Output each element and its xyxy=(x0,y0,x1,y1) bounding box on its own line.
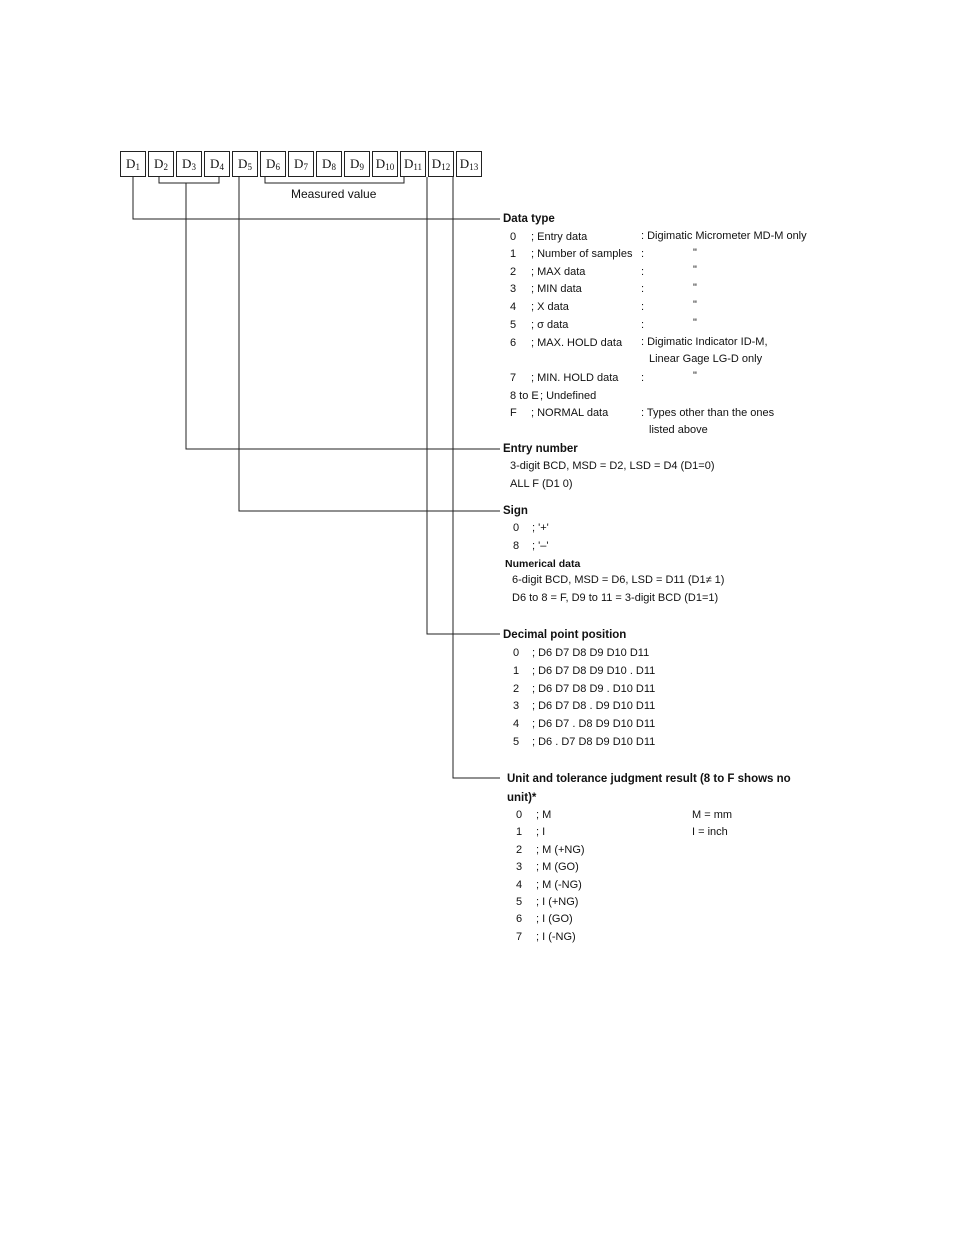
unit-desc: ; I xyxy=(536,826,546,838)
unit-code: 6 xyxy=(516,913,523,925)
digit-box: D 1 xyxy=(120,151,146,177)
ditto-mark: " xyxy=(693,299,697,311)
decimal-point-code: 4 xyxy=(513,718,520,730)
data-type-code: 5 xyxy=(510,319,517,331)
decimal-point-title: Decimal point position xyxy=(503,629,627,641)
ditto-mark: " xyxy=(693,247,697,259)
decimal-point-desc: ; D6 D7 D8 . D9 D10 D11 xyxy=(532,700,656,712)
measured-value-label: Measured value xyxy=(291,187,377,201)
unit-note: I = inch xyxy=(692,826,728,838)
digit-box: D 13 xyxy=(456,151,482,177)
data-type-desc: ; Entry data xyxy=(531,231,588,243)
decimal-point-desc: ; D6 D7 D8 D9 D10 D11 xyxy=(532,647,650,659)
digit-box: D 6 xyxy=(260,151,286,177)
data-type-desc: ; MAX. HOLD data xyxy=(531,337,623,349)
unit-code: 2 xyxy=(516,844,523,856)
data-type-code: F xyxy=(510,407,517,419)
digit-box: D 3 xyxy=(176,151,202,177)
data-type-desc: ; MIN data xyxy=(531,283,582,295)
line-unit xyxy=(453,177,500,778)
data-type-note: : Digimatic Micrometer MD-M only xyxy=(641,230,807,242)
data-type-note: : xyxy=(641,248,645,260)
data-type-title: Data type xyxy=(503,213,555,225)
numerical-data-line: D6 to 8 = F, D9 to 11 = 3-digit BCD (D1=1) xyxy=(512,592,719,604)
decimal-point-code: 5 xyxy=(513,736,520,748)
unit-code: 4 xyxy=(516,879,523,891)
entry-number-line: ALL F (D1 0) xyxy=(510,478,573,490)
data-type-code: 8 to E xyxy=(510,390,539,402)
unit-title: Unit and tolerance judgment result (8 to F shows no xyxy=(507,773,791,785)
unit-title-continued: unit)* xyxy=(507,792,537,804)
data-type-desc: ; MAX data xyxy=(531,266,586,278)
ditto-mark: " xyxy=(693,370,697,382)
unit-note: M = mm xyxy=(692,809,733,821)
bracket-measured-value xyxy=(265,177,404,183)
ditto-mark: " xyxy=(693,264,697,276)
unit-code: 7 xyxy=(516,931,523,943)
data-type-code: 7 xyxy=(510,372,517,384)
line-decimal-point xyxy=(427,177,500,634)
ditto-mark: " xyxy=(693,317,697,329)
data-type-desc: ; Number of samples xyxy=(531,248,633,260)
data-type-desc: ; NORMAL data xyxy=(531,407,609,419)
decimal-point-code: 3 xyxy=(513,700,520,712)
data-type-note: : xyxy=(641,301,645,313)
digit-box: D 2 xyxy=(148,151,174,177)
unit-desc: ; I (GO) xyxy=(536,913,573,925)
sign-code: 0 xyxy=(513,522,520,534)
data-type-code: 3 xyxy=(510,283,517,295)
data-type-code: 4 xyxy=(510,301,517,313)
sign-title: Sign xyxy=(503,505,528,517)
data-type-note: : Types other than the ones xyxy=(641,407,775,419)
unit-desc: ; M (-NG) xyxy=(536,879,582,891)
unit-desc: ; I (-NG) xyxy=(536,931,576,943)
unit-desc: ; M (+NG) xyxy=(536,844,585,856)
sign-desc: ; '–' xyxy=(532,540,549,552)
digit-box: D 10 xyxy=(372,151,398,177)
decimal-point-code: 0 xyxy=(513,647,520,659)
digit-box: D 11 xyxy=(400,151,426,177)
bracket-entry-number xyxy=(159,177,219,183)
entry-number-title: Entry number xyxy=(503,443,578,455)
unit-desc: ; M (GO) xyxy=(536,861,579,873)
data-type-note: Linear Gage LG-D only xyxy=(649,353,763,365)
unit-code: 5 xyxy=(516,896,523,908)
data-type-note: : xyxy=(641,283,645,295)
numerical-data-title: Numerical data xyxy=(505,558,581,570)
digit-box: D 7 xyxy=(288,151,314,177)
decimal-point-code: 2 xyxy=(513,683,520,695)
digit-box: D 5 xyxy=(232,151,258,177)
decimal-point-code: 1 xyxy=(513,665,520,677)
data-type-note: : xyxy=(641,266,645,278)
decimal-point-desc: ; D6 D7 D8 D9 . D10 D11 xyxy=(532,683,656,695)
data-type-note: : Digimatic Indicator ID-M, xyxy=(641,336,768,348)
data-type-desc: ; X data xyxy=(531,301,569,313)
digit-box: D 12 xyxy=(428,151,454,177)
line-sign xyxy=(239,177,500,511)
data-type-note: : xyxy=(641,372,645,384)
digit-box: D 8 xyxy=(316,151,342,177)
data-type-code: 6 xyxy=(510,337,517,349)
decimal-point-desc: ; D6 D7 . D8 D9 D10 D11 xyxy=(532,718,656,730)
unit-code: 3 xyxy=(516,861,523,873)
sign-code: 8 xyxy=(513,540,520,552)
data-type-note: listed above xyxy=(649,424,708,436)
data-type-desc: ; MIN. HOLD data xyxy=(531,372,619,384)
decimal-point-desc: ; D6 . D7 D8 D9 D10 D11 xyxy=(532,736,656,748)
unit-desc: ; M xyxy=(536,809,552,821)
digit-box: D 4 xyxy=(204,151,230,177)
entry-number-line: 3-digit BCD, MSD = D2, LSD = D4 (D1=0) xyxy=(510,460,715,472)
digit-boxes xyxy=(120,151,484,177)
data-type-desc: ; Undefined xyxy=(540,390,597,402)
digit-box: D 9 xyxy=(344,151,370,177)
numerical-data-line: 6-digit BCD, MSD = D6, LSD = D11 (D1≠ 1) xyxy=(512,574,725,586)
unit-desc: ; I (+NG) xyxy=(536,896,579,908)
sign-desc: ; '+' xyxy=(532,522,549,534)
data-type-note: : xyxy=(641,319,645,331)
unit-code: 0 xyxy=(516,809,523,821)
decimal-point-desc: ; D6 D7 D8 D9 D10 . D11 xyxy=(532,665,656,677)
data-type-code: 1 xyxy=(510,248,517,260)
unit-code: 1 xyxy=(516,826,523,838)
data-type-code: 2 xyxy=(510,266,517,278)
data-type-desc: ; σ data xyxy=(531,319,569,331)
ditto-mark: " xyxy=(693,282,697,294)
data-type-code: 0 xyxy=(510,231,517,243)
